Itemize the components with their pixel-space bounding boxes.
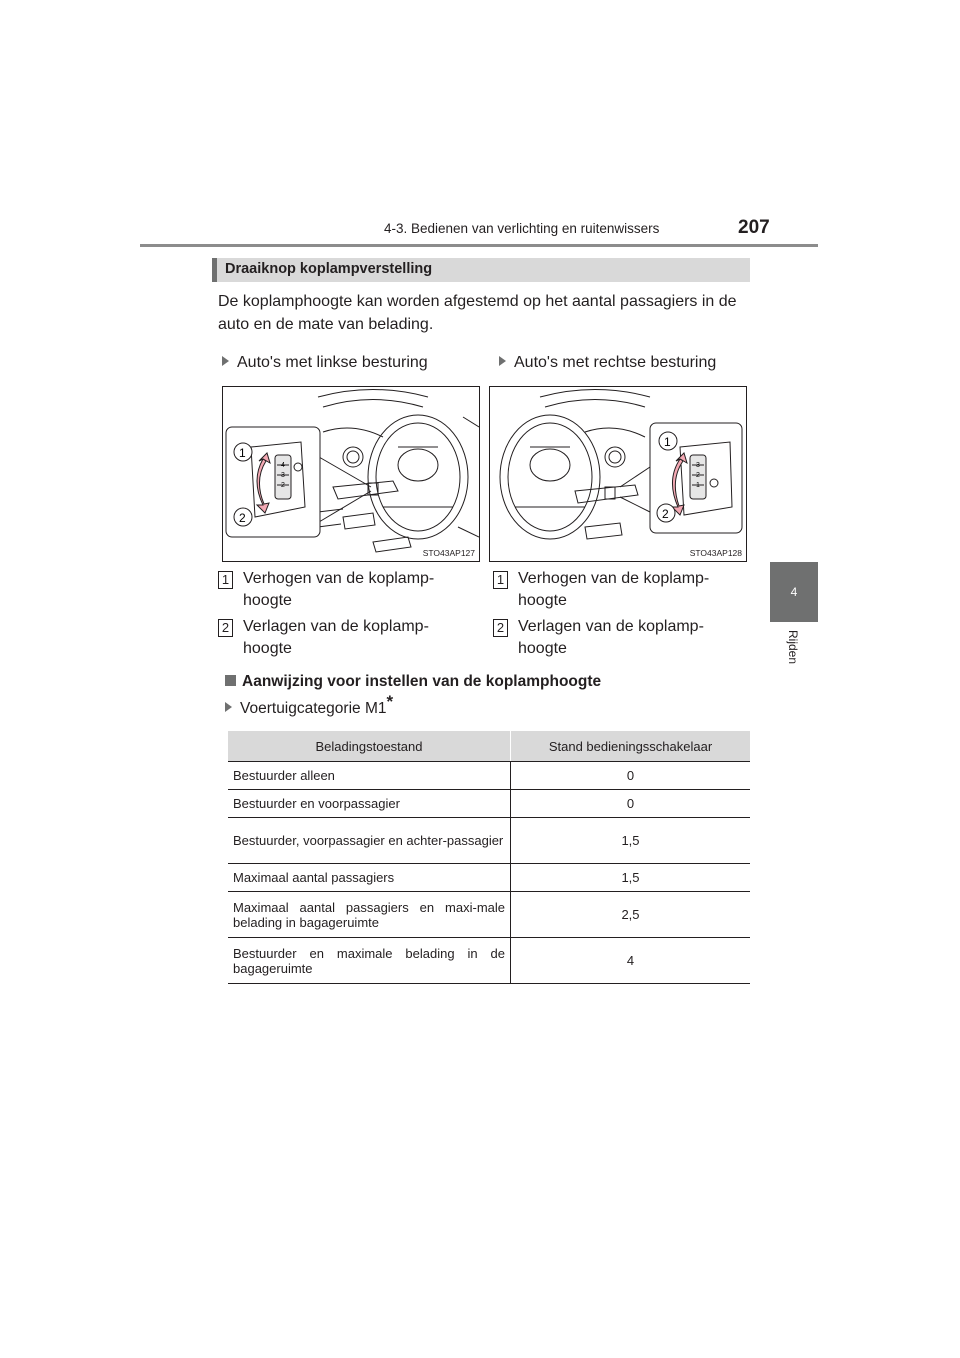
- legend-number-box: 1: [218, 571, 233, 589]
- figure-id-rhd: STO43AP128: [689, 548, 742, 558]
- chapter-label: Rijden: [786, 630, 800, 665]
- table-cell-position: 0: [511, 762, 751, 790]
- intro-paragraph: De koplamphoogte kan worden afgestemd op het aantal passagiers in de auto en de mate van belading.: [218, 293, 737, 333]
- figure-caption-lhd-text: Auto's met linkse besturing: [237, 354, 428, 371]
- table-cell-load: Maximaal aantal passagiers: [228, 864, 511, 892]
- subsection-heading: [225, 673, 601, 691]
- figure-lhd-dashboard: [222, 386, 480, 562]
- legend-item-rhd-1: [493, 568, 743, 614]
- section-heading-marker: [212, 258, 217, 282]
- triangle-bullet-icon: [499, 356, 506, 366]
- table-cell-load: Bestuurder, voorpassagier en achter-passagier: [228, 818, 511, 864]
- section-title: Draaiknop koplampverstelling: [225, 261, 433, 277]
- legend-text: Verlagen van de koplamp-hoogte: [518, 618, 704, 657]
- dial-mark-3: 3: [281, 472, 285, 479]
- page-number: 207: [738, 217, 770, 238]
- dial-mark-2: 2: [281, 482, 285, 489]
- triangle-bullet-icon: [225, 702, 232, 712]
- triangle-bullet-icon: [222, 356, 229, 366]
- legend-item-lhd-1: [218, 568, 468, 614]
- table-cell-position: 2,5: [511, 892, 751, 938]
- legend-number-box: 1: [493, 571, 508, 589]
- figure-id-lhd: STO43AP127: [422, 548, 475, 558]
- table-cell-position: 4: [511, 938, 751, 984]
- vehicle-category-text: Voertuigcategorie M1: [240, 700, 387, 717]
- table-header-load: Beladingstoestand: [228, 731, 511, 762]
- dial-mark-3-rhd: 3: [696, 462, 700, 469]
- table-header-position: Stand bedieningsschakelaar: [511, 731, 751, 762]
- legend-item-lhd-2: [218, 616, 468, 662]
- table-cell-position: 0: [511, 790, 751, 818]
- table-row: [228, 790, 750, 818]
- vehicle-category: [225, 691, 394, 718]
- subsection-title: Aanwijzing voor instellen van de koplamphoogte: [242, 673, 602, 690]
- table-cell-position: 1,5: [511, 864, 751, 892]
- table-row: [228, 892, 750, 938]
- table-cell-load: Bestuurder en maximale belading in de bagageruimte: [228, 938, 511, 984]
- footnote-mark: *: [386, 691, 394, 711]
- figure-caption-lhd: [222, 354, 428, 372]
- table-cell-load: Bestuurder en voorpassagier: [228, 790, 511, 818]
- figure-caption-rhd: [499, 354, 716, 372]
- table-cell-load: Bestuurder alleen: [228, 762, 511, 790]
- legend-text: Verhogen van de koplamp-hoogte: [243, 570, 435, 609]
- figure-caption-rhd-text: Auto's met rechtse besturing: [514, 354, 717, 371]
- legend-text: Verlagen van de koplamp-hoogte: [243, 618, 429, 657]
- load-setting-table: [228, 731, 750, 984]
- legend-text: Verhogen van de koplamp-hoogte: [518, 570, 710, 609]
- square-bullet-icon: [225, 675, 236, 686]
- dashboard-illustration-rhd: [490, 387, 746, 561]
- table-row: [228, 818, 750, 864]
- callout-2-rhd: 2: [662, 507, 669, 521]
- dashboard-illustration-lhd: [223, 387, 479, 561]
- legend-item-rhd-2: [493, 616, 743, 662]
- legend-number-box: 2: [218, 619, 233, 637]
- legend-number-box: 2: [493, 619, 508, 637]
- callout-2-lhd: 2: [239, 511, 246, 525]
- callout-1-rhd: 1: [664, 435, 671, 449]
- table-cell-position: 1,5: [511, 818, 751, 864]
- figure-rhd-dashboard: [489, 386, 747, 562]
- table-row: [228, 938, 750, 984]
- table-row: [228, 864, 750, 892]
- dial-mark-4: 4: [281, 462, 285, 469]
- dial-mark-2-rhd: 2: [696, 472, 700, 479]
- dial-mark-1-rhd: 1: [696, 482, 700, 489]
- header-rule: [140, 244, 818, 247]
- callout-1-lhd: 1: [239, 446, 246, 460]
- section-heading-bar: [212, 258, 750, 282]
- table-row: [228, 762, 750, 790]
- header-title: 4-3. Bedienen van verlichting en ruitenwissers: [384, 221, 660, 236]
- table-cell-load: Maximaal aantal passagiers en maxi-male belading in bagageruimte: [228, 892, 511, 938]
- chapter-tab: 4: [770, 562, 818, 622]
